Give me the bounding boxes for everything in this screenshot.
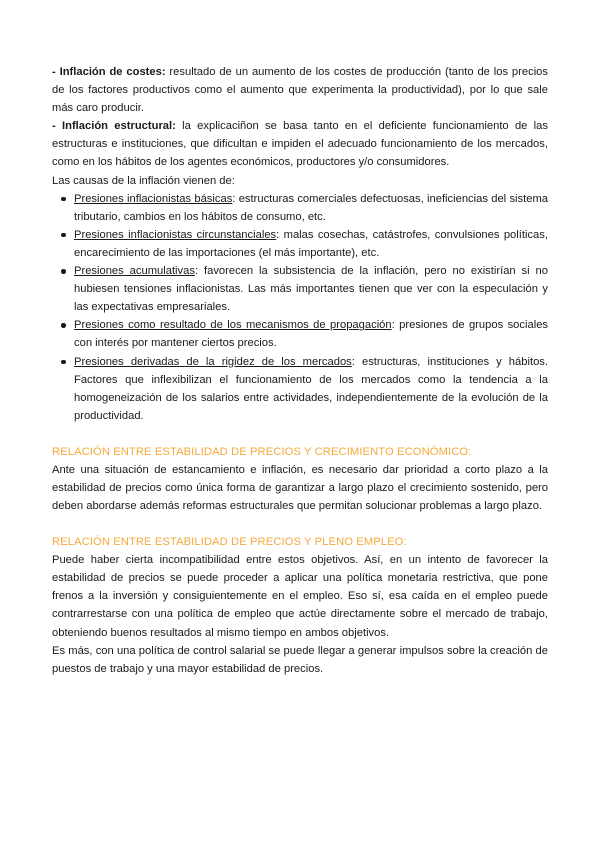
inflacion-costes-text: resultado de un aumento de los costes de producción (tanto de los precios de los factores productivos como el aumento que experimenta la productividad), por lo que sale más caro producir. (52, 66, 548, 115)
list-item (74, 353, 548, 425)
inflacion-estructural-label: - Inflación estructural: (52, 120, 176, 133)
causa-text: : estructuras, instituciones y hábitos. Factores que inflexibilizan el funcionamiento de los mercados como la tendencia a la homogeneización de los salarios entre actividades, independientemente de la evolución de la productividad. (74, 355, 548, 422)
causa-text: : estructuras comerciales defectuosas, ineficiencias del sistema tributario, cambios en los hábitos de consumo, etc. (74, 192, 548, 223)
list-item (74, 262, 548, 316)
causas-list (52, 190, 548, 425)
inflacion-costes-paragraph (52, 63, 548, 117)
causa-text: : malas cosechas, catástrofes, convulsiones políticas, encarecimiento de las importaciones (el más importante), etc. (74, 228, 548, 259)
causas-intro: Las causas de la inflación vienen de: (52, 174, 235, 187)
list-item (74, 226, 548, 262)
section-title-empleo: RELACIÓN ENTRE ESTABILIDAD DE PRECIOS Y PLENO EMPLEO: (52, 536, 407, 549)
causa-text: : favorecen la subsistencia de la inflación, pero no existirían si no hubiesen tensiones inflacionistas. Las más importantes tienen que ver con la especulación y las expectativas empresariales. (74, 265, 548, 314)
causa-text: : presiones de grupos sociales con interés por mantener ciertos precios. (74, 319, 549, 350)
inflacion-costes-label: - Inflación de costes: (52, 66, 166, 78)
crecimiento-paragraph: Ante una situación de estancamiento e inflación, es necesario dar prioridad a corto plazo a la estabilidad de precios como única forma de garantizar a largo plazo el crecimiento sostenido, pero deben abordarse además reformas estructurales que permitan solucionar problemas a largo plazo. (52, 463, 548, 513)
empleo-paragraph-2: Es más, con una política de control salarial se puede llegar a generar impulsos sobre la creación de puestos de trabajo y una mayor estabilidad de precios. (52, 644, 548, 675)
causa-term: Presiones derivadas de la rigidez de los mercados (74, 355, 352, 368)
section-title-crecimiento: RELACIÓN ENTRE ESTABILIDAD DE PRECIOS Y CRECIMIENTO ECONÓMICO: (52, 445, 472, 458)
list-item (74, 190, 548, 226)
inflacion-estructural-text: la explicaciñon se basa tanto en el deficiente funcionamiento de las estructuras e instituciones, que dificultan e impiden el adecuado funcionamiento de los mercados, como en los hábitos de los agentes económicos, productores y/o consumidores. (52, 120, 548, 169)
causa-term: Presiones como resultado de los mecanismos de propagación (74, 319, 392, 332)
causa-term: Presiones acumulativas (74, 265, 195, 278)
causa-term: Presiones inflacionistas básicas (74, 192, 233, 205)
empleo-paragraph-1: Puede haber cierta incompatibilidad entre estos objetivos. Así, en un intento de favorecer la estabilidad de precios se puede proceder a aplicar una política monetaria restrictiva, que pone frenos a la inversión y consiguientemente en el empleo. Eso sí, esa caída en el empleo puede contrarrestarse con una política de empleo que actúe directamente sobre el mercado de trabajo, obteniendo buenos resultados al mismo tiempo en ambos objetivos. (52, 554, 548, 639)
causa-term: Presiones inflacionistas circunstanciales (74, 228, 277, 241)
list-item (74, 316, 548, 352)
inflacion-estructural-paragraph (52, 117, 548, 171)
